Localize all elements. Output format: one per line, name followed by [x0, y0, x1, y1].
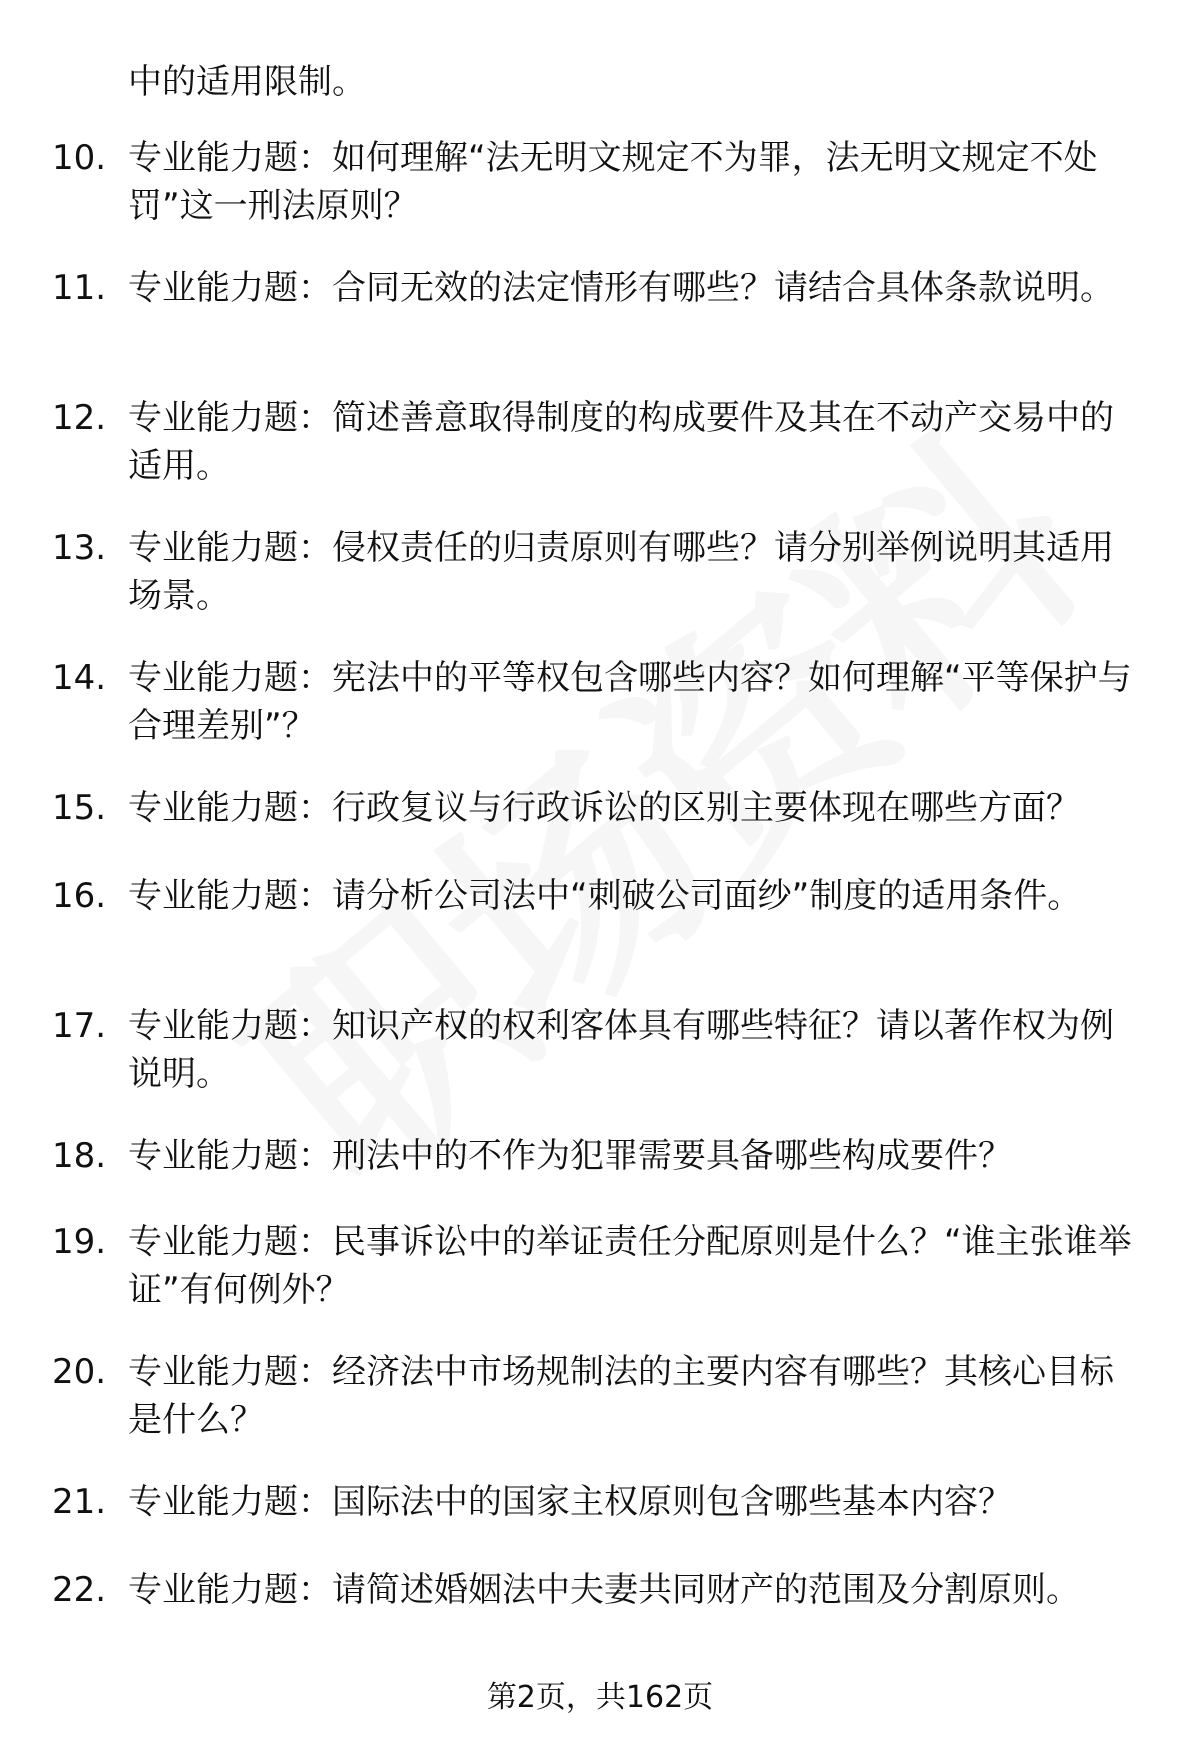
- question-item: [0, 1348, 1200, 1448]
- question-number: 15.: [52, 788, 107, 828]
- question-text: 专业能力题：请简述婚姻法中夫妻共同财产的范围及分割原则。: [128, 1570, 1080, 1610]
- question-item: [0, 394, 1200, 494]
- continuation-text: 中的适用限制。: [128, 62, 366, 102]
- question-item: [0, 264, 1200, 364]
- question-text: 专业能力题：简述善意取得制度的构成要件及其在不动产交易中的适用。: [128, 398, 1114, 486]
- question-text: 专业能力题：请分析公司法中“刺破公司面纱”制度的适用条件。: [128, 876, 1082, 916]
- question-item: [0, 1218, 1200, 1318]
- question-text: 专业能力题：知识产权的权利客体具有哪些特征？请以著作权为例说明。: [128, 1006, 1114, 1094]
- question-number: 21.: [52, 1482, 107, 1522]
- question-item: [0, 1566, 1200, 1666]
- question-number: 16.: [52, 876, 107, 916]
- question-item: [0, 524, 1200, 624]
- question-text: 专业能力题：行政复议与行政诉讼的区别主要体现在哪些方面？: [128, 788, 1080, 828]
- question-number: 12.: [52, 398, 107, 438]
- question-item: [0, 872, 1200, 972]
- question-text: 专业能力题：侵权责任的归责原则有哪些？请分别举例说明其适用场景。: [128, 528, 1114, 616]
- question-item: [0, 784, 1200, 884]
- page-number: 第2页，共162页: [486, 1680, 714, 1715]
- question-number: 22.: [52, 1570, 107, 1610]
- question-number: 20.: [52, 1352, 107, 1392]
- question-number: 10.: [52, 138, 107, 178]
- question-text: 专业能力题：经济法中市场规制法的主要内容有哪些？其核心目标是什么？: [128, 1352, 1114, 1440]
- question-item: [0, 134, 1200, 234]
- question-number: 13.: [52, 528, 107, 568]
- question-item: [0, 654, 1200, 754]
- question-text: 专业能力题：宪法中的平等权包含哪些内容？如何理解“平等保护与合理差别”？: [128, 658, 1132, 746]
- question-text: 专业能力题：如何理解“法无明文规定不为罪，法无明文规定不处罚”这一刑法原则？: [128, 138, 1098, 226]
- question-number: 19.: [52, 1222, 107, 1262]
- question-number: 17.: [52, 1006, 107, 1046]
- question-text: 专业能力题：刑法中的不作为犯罪需要具备哪些构成要件？: [128, 1136, 1012, 1176]
- question-number: 11.: [52, 268, 107, 308]
- question-item: [0, 1132, 1200, 1232]
- question-text: 专业能力题：民事诉讼中的举证责任分配原则是什么？“谁主张谁举证”有何例外？: [128, 1222, 1132, 1310]
- question-item: [0, 1002, 1200, 1102]
- question-number: 18.: [52, 1136, 107, 1176]
- question-text: 专业能力题：合同无效的法定情形有哪些？请结合具体条款说明。: [128, 268, 1114, 308]
- question-item: [0, 1478, 1200, 1578]
- question-number: 14.: [52, 658, 107, 698]
- question-text: 专业能力题：国际法中的国家主权原则包含哪些基本内容？: [128, 1482, 1012, 1522]
